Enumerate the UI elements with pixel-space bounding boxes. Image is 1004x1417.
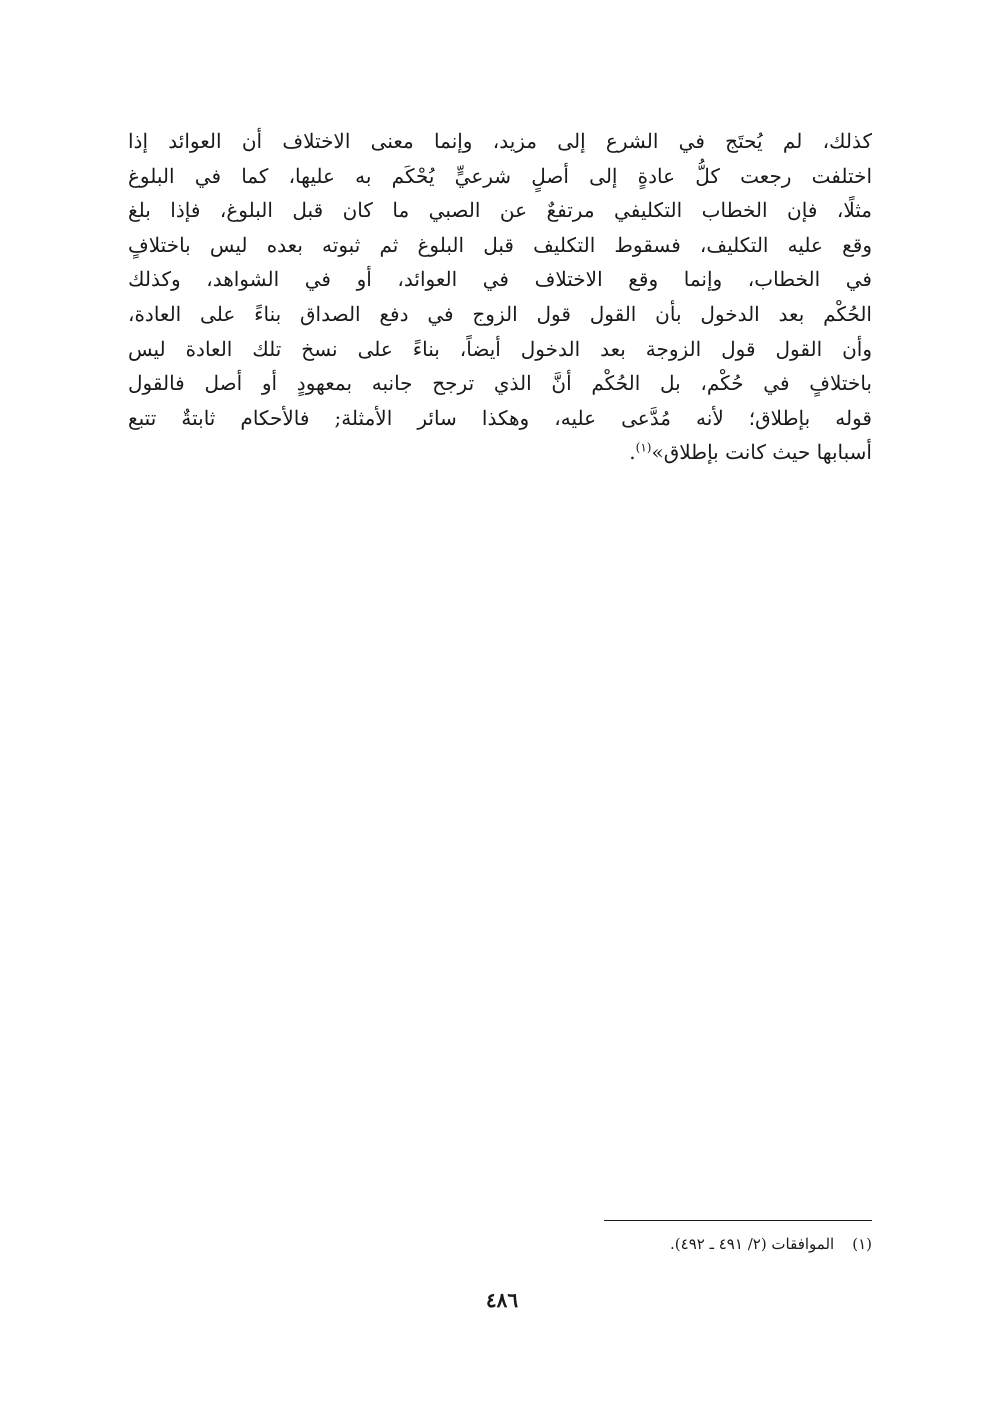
text-line: كذلك، لم يُحتَج في الشرع إلى مزيد، وإنما معنى الاختلاف أن العوائد إذا <box>128 129 872 153</box>
footnote <box>560 1233 872 1255</box>
text-line: في الخطاب، وإنما وقع الاختلاف في العوائد، أو في الشواهد، وكذلك <box>128 267 872 292</box>
page-number: ٤٨٦ <box>485 1288 519 1312</box>
text-line-last <box>128 435 872 470</box>
text-line: مثلًا، فإن الخطاب التكليفي مرتفعٌ عن الصبي ما كان قبل البلوغ، فإذا بلغ <box>128 198 872 223</box>
text-line: اختلفت رجعت كلُّ عادةٍ إلى أصلٍ شرعيٍّ يُحْكَم به عليها، كما في البلوغ <box>128 163 872 188</box>
last-line-text: أسبابها حيث كانت بإطلاق» <box>651 440 872 465</box>
last-line-end: . <box>629 440 636 465</box>
text-line: وقع عليه التكليف، فسقوط التكليف قبل البلوغ ثم ثبوته بعده ليس باختلافٍ <box>128 232 872 257</box>
text-line: قوله بإطلاق؛ لأنه مُدَّعى عليه، وهكذا سائر الأمثلة; فالأحكام ثابتةٌ تتبع <box>128 405 872 430</box>
main-text-block <box>128 124 872 470</box>
text-line: باختلافٍ في حُكْم، بل الحُكْم أنَّ الذي ترجح جانبه بمعهودٍ أو أصل فالقول <box>128 371 872 396</box>
footnote-separator <box>604 1220 872 1221</box>
text-line: الحُكْم بعد الدخول بأن القول قول الزوج في دفع الصداق بناءً على العادة، <box>128 301 872 326</box>
footnote-reference[interactable]: (١) <box>635 440 652 455</box>
text-line: وأن القول قول الزوجة بعد الدخول أيضاً، بناءً على نسخ تلك العادة ليس <box>128 336 872 361</box>
footnote-text: الموافقات (٢/ ٤٩١ ـ ٤٩٢). <box>670 1235 835 1253</box>
footnote-number: (١) <box>852 1235 872 1253</box>
